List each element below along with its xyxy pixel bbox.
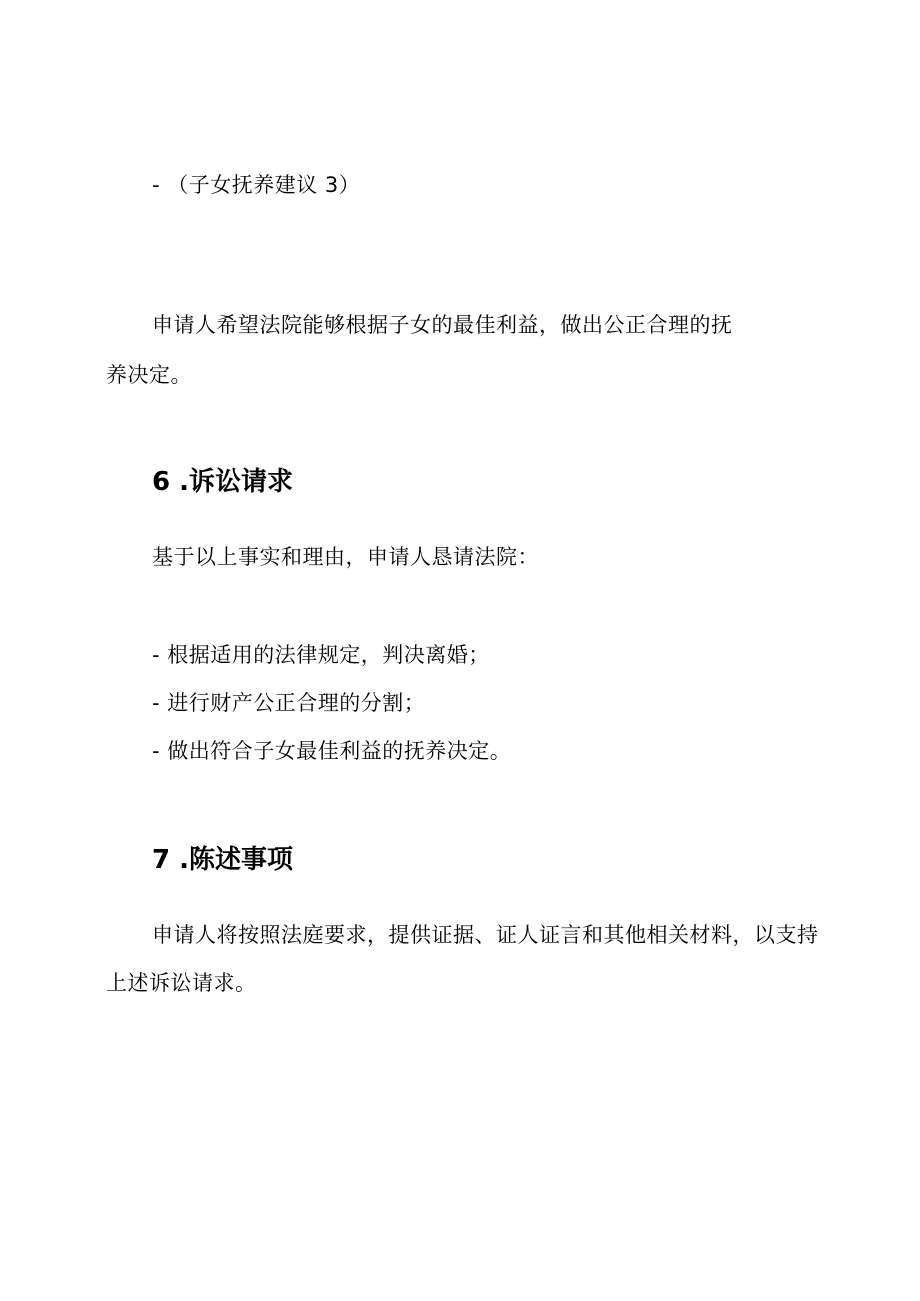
- paragraph-statement-line-2: 上述诉讼请求。: [106, 971, 257, 995]
- paragraph-custody-line-2: 养决定。: [106, 363, 192, 387]
- paragraph-custody-line-1: 申请人希望法院能够根据子女的最佳利益，做出公正合理的抚: [152, 313, 733, 337]
- claim-item: - 根据适用的法律规定，判决离婚；: [152, 643, 490, 667]
- bullet-childcare-suggestion-3: - （子女抚养建议 3）: [152, 173, 361, 197]
- paragraph-claims-intro: 基于以上事实和理由，申请人恳请法院：: [152, 545, 539, 569]
- claim-item: - 进行财产公正合理的分割；: [152, 691, 426, 715]
- claim-item: - 做出符合子女最佳利益的抚养决定。: [152, 739, 512, 763]
- section-heading-7: 7 .陈述事项: [152, 845, 294, 875]
- paragraph-statement-line-1: 申请人将按照法庭要求，提供证据、证人证言和其他相关材料，以支持: [152, 923, 819, 947]
- section-heading-6: 6 .诉讼请求: [152, 467, 294, 497]
